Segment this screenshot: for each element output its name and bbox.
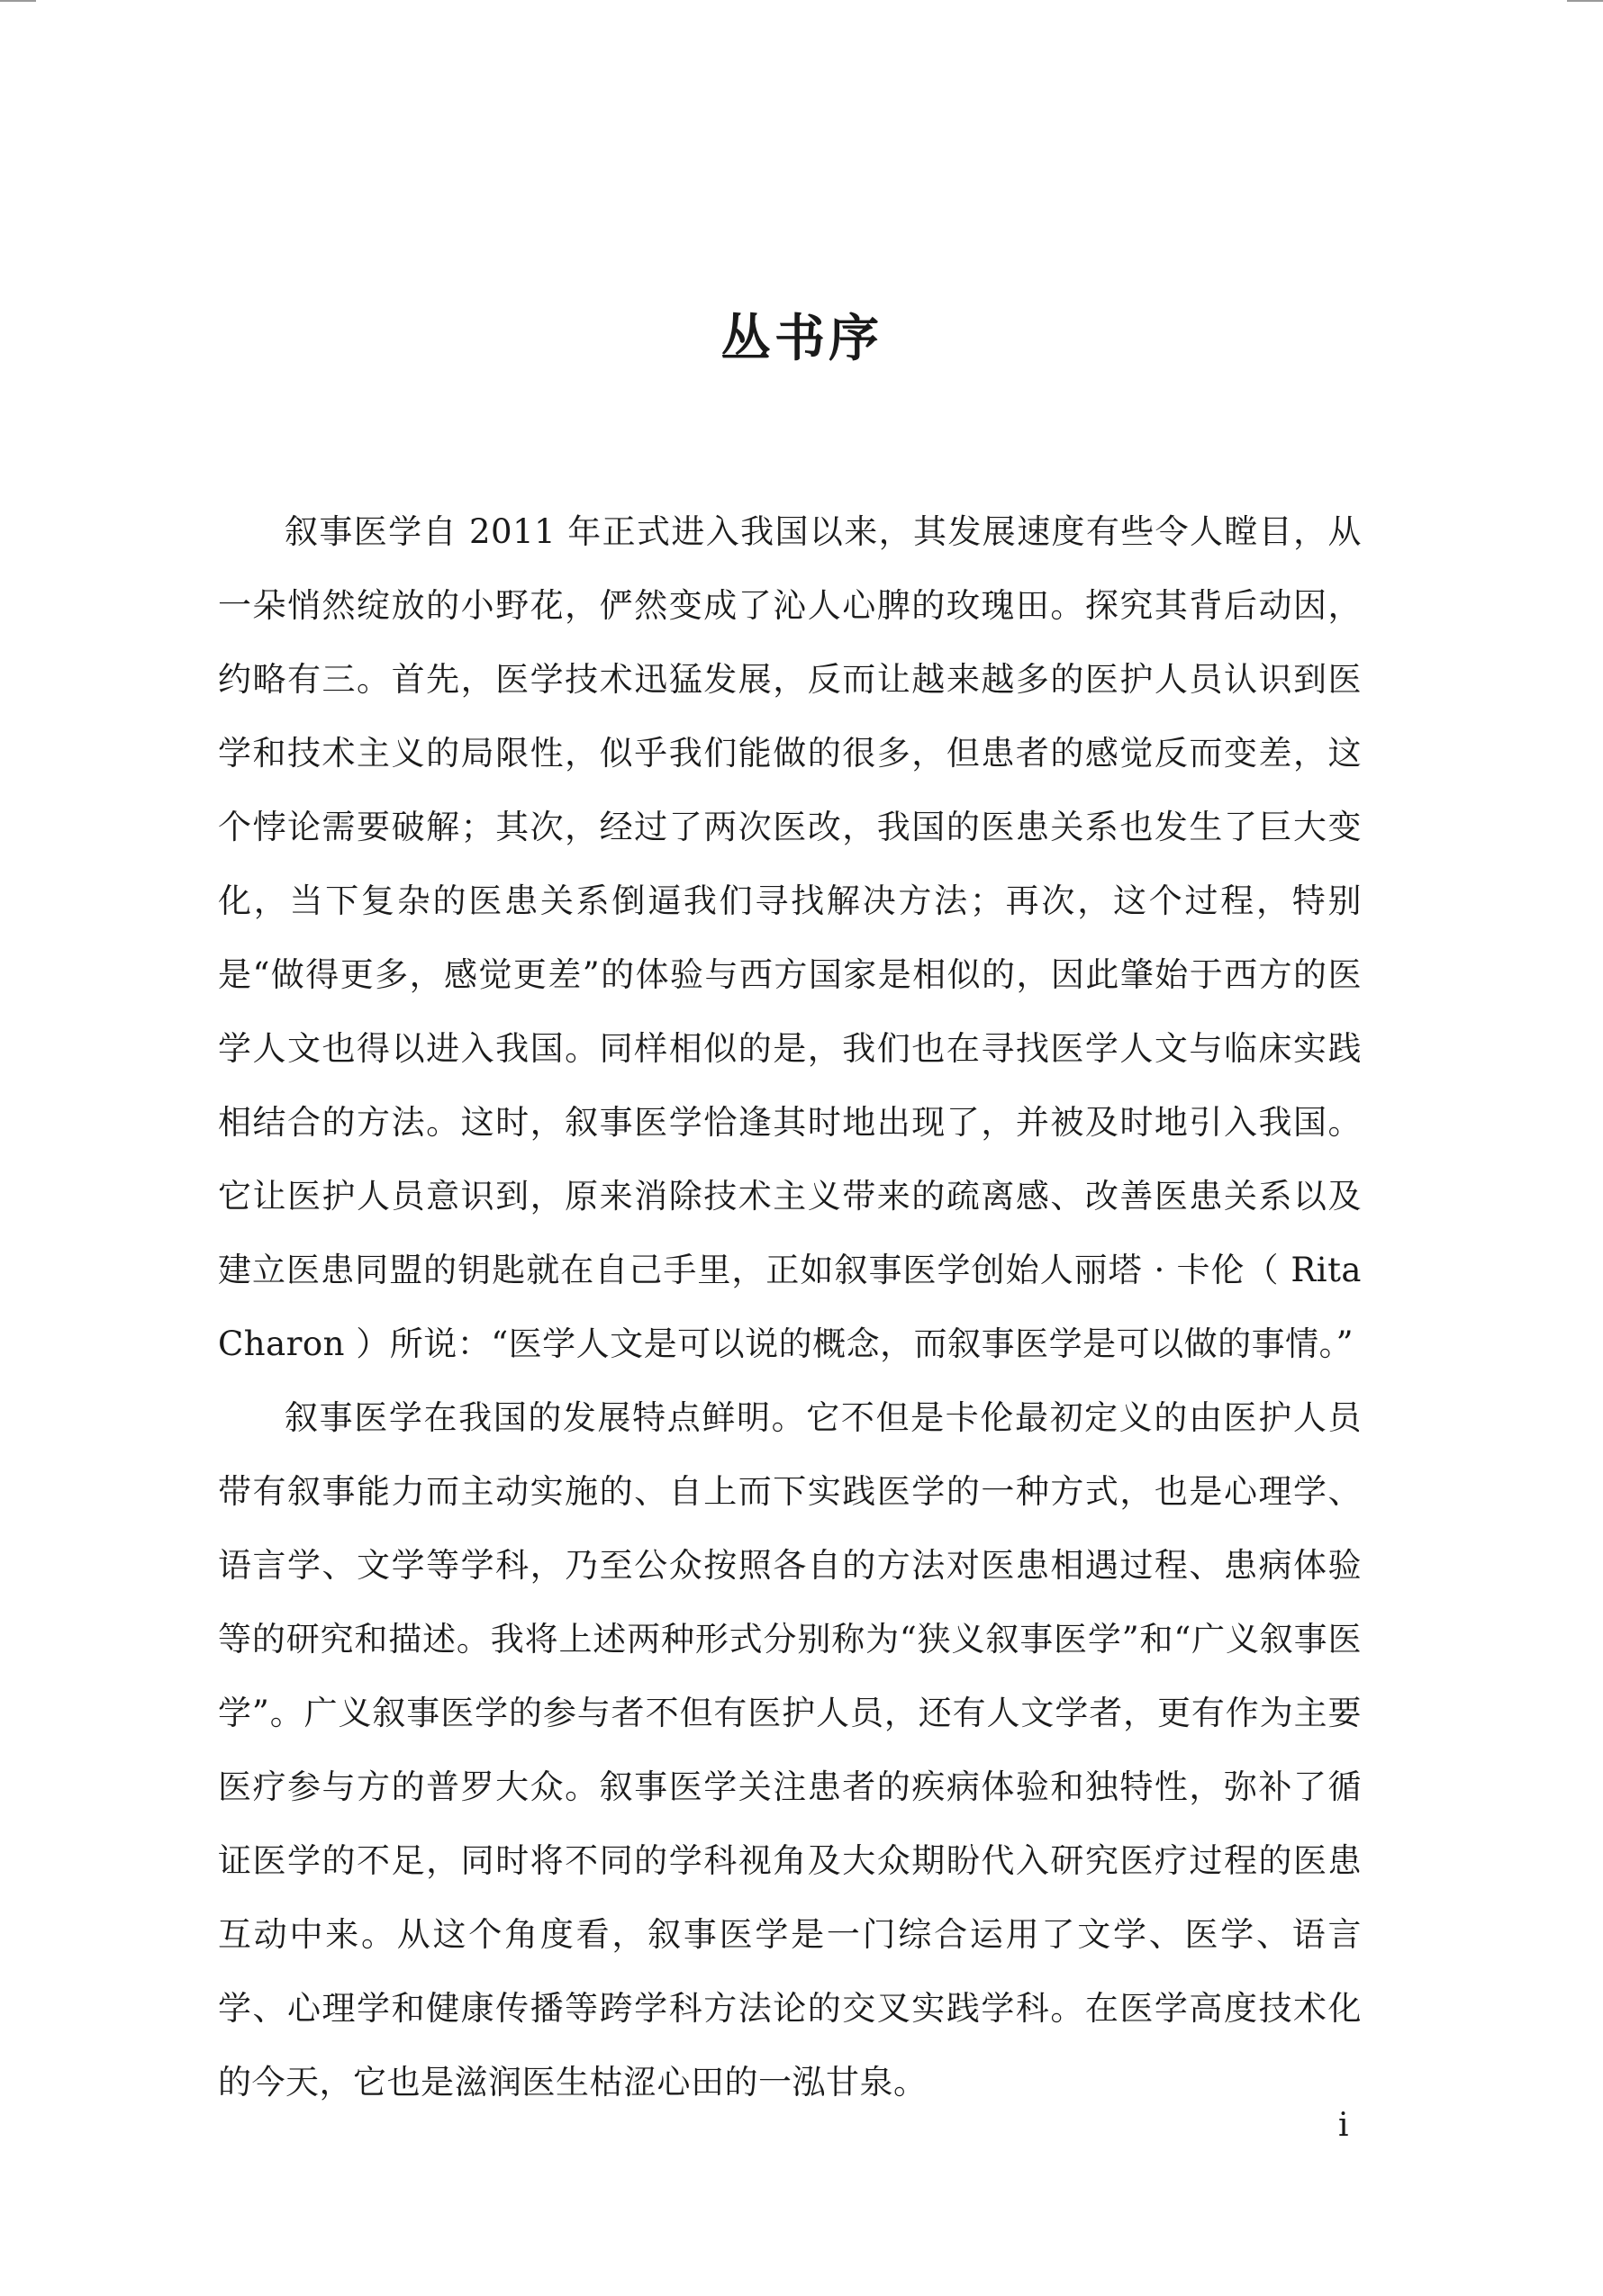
crop-mark-left	[0, 0, 36, 2]
paragraph-2: 叙事医学在我国的发展特点鲜明。它不但是卡伦最初定义的由医护人员带有叙事能力而主动实施的、自上而下实践医学的一种方式，也是心理学、语言学、文学等学科，乃至公众按照各自的方法对医患相遇过程、患病体验等的研究和描述。我将上述两种形式分别称为“狭义叙事医学”和“广义叙事医学”。广义叙事医学的参与者不但有医护人员，还有人文学者，更有作为主要医疗参与方的普罗大众。叙事医学关注患者的疾病体验和独特性，弥补了循证医学的不足，同时将不同的学科视角及大众期盼代入研究医疗过程的医患互动中来。从这个角度看，叙事医学是一门综合运用了文学、医学、语言学、心理学和健康传播等跨学科方法论的交叉实践学科。在医学高度技术化的今天，它也是滋润医生枯涩心田的一泓甘泉。	[218, 1398, 1362, 2102]
page-number: i	[1338, 2107, 1349, 2144]
page-title: 丛书序	[720, 309, 883, 368]
paragraph-1: 叙事医学自 2011 年正式进入我国以来，其发展速度有些令人瞠目，从一朵悄然绽放的小野花，俨然变成了沁人心脾的玫瑰田。探究其背后动因，约略有三。首先，医学技术迅猛发展，反而让越来越多的医护人员认识到医学和技术主义的局限性，似乎我们能做的很多，但患者的感觉反而变差，这个悖论需要破解；其次，经过了两次医改，我国的医患关系也发生了巨大变化，当下复杂的医患关系倒逼我们寻找解决方法；再次，这个过程，特别是“做得更多，感觉更差”的体验与西方国家是相似的，因此肇始于西方的医学人文也得以进入我国。同样相似的是，我们也在寻找医学人文与临床实践相结合的方法。这时，叙事医学恰逢其时地出现了，并被及时地引入我国。它让医护人员意识到，原来消除技术主义带来的疏离感、改善医患关系以及建立医患同盟的钥匙就在自己手里，正如叙事医学创始人丽塔 · 卡伦（ Rita Charon ）所说：“医学人文是可以说的概念，而叙事医学是可以做的事情。”	[218, 512, 1362, 1363]
body-text	[218, 495, 1362, 2120]
crop-mark-right	[1567, 0, 1603, 2]
